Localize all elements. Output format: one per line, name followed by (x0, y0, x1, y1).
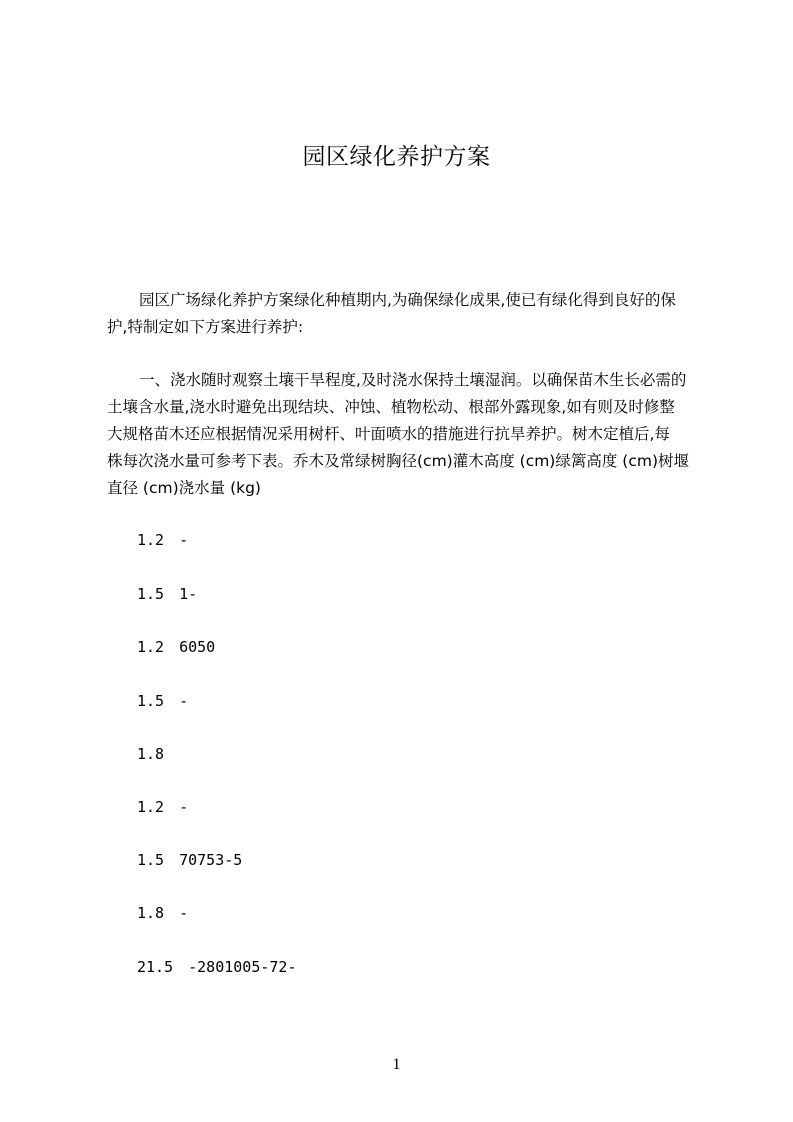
paragraph-2-line-1: 一、浇水随时观察土壤干旱程度,及时浇水保持土壤湿润。以确保苗木生长必需的 (139, 371, 687, 389)
paragraph-2-line-3: 大规格苗木还应根据情况采用树杆、叶面喷水的措施进行抗旱养护。树木定植后,每 (107, 425, 670, 443)
row-value: - (179, 531, 189, 549)
row-label: 1.8 (137, 745, 165, 763)
row-value: 1- (179, 585, 198, 603)
row-value: - (179, 798, 189, 816)
page-number: 1 (392, 1056, 401, 1073)
row-value: - (179, 692, 189, 710)
table-row (137, 530, 188, 550)
table-row (137, 850, 242, 870)
table-row (137, 691, 188, 711)
row-value: - (179, 904, 189, 922)
row-label: 1.2 (137, 798, 165, 816)
paragraph-2-line-5: 直径 (cm)浇水量 (kg) (107, 479, 261, 497)
row-label: 1.2 (137, 531, 165, 549)
table-row (137, 637, 215, 657)
document-title: 园区绿化养护方案 (302, 144, 491, 170)
row-label: 1.5 (137, 585, 165, 603)
row-label: 1.8 (137, 904, 165, 922)
table-row (137, 744, 164, 764)
table-row (137, 584, 197, 604)
row-value: 70753-5 (179, 851, 243, 869)
row-value: -2801005-72- (188, 958, 297, 976)
row-label: 1.2 (137, 638, 165, 656)
row-label: 1.5 (137, 692, 165, 710)
paragraph-1-line-2: 护,特制定如下方案进行养护: (107, 318, 304, 336)
paragraph-1-line-1: 园区广场绿化养护方案绿化种植期内,为确保绿化成果,使已有绿化得到良好的保 (139, 291, 676, 309)
row-value: 6050 (179, 638, 216, 656)
row-label: 21.5 (137, 958, 174, 976)
table-row (137, 903, 188, 923)
paragraph-2-line-2: 土壤含水量,浇水时避免出现结块、冲蚀、植物松动、根部外露现象,如有则及时修整 (107, 398, 675, 416)
table-row (137, 797, 188, 817)
paragraph-2-line-4: 株每次浇水量可参考下表。乔木及常绿树胸径(cm)灌木高度 (cm)绿篱高度 (cm)树堰 (107, 452, 690, 470)
table-row (137, 957, 297, 977)
row-label: 1.5 (137, 851, 165, 869)
